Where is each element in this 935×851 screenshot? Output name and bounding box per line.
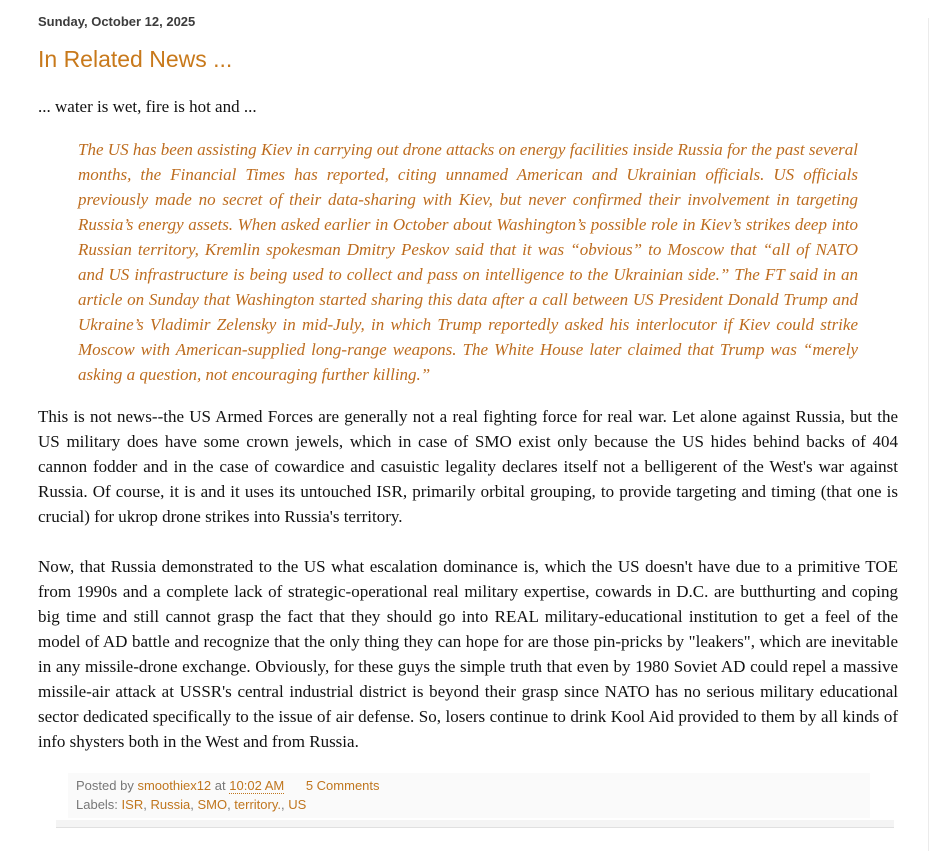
label-link[interactable]: Russia (150, 797, 191, 812)
timestamp-link[interactable]: 10:02 AM (229, 778, 285, 793)
post-meta-line (76, 776, 862, 795)
post-body (38, 94, 898, 754)
label-link[interactable]: US (288, 797, 307, 812)
post-intro-line: ... water is wet, fire is hot and ... (38, 97, 257, 116)
posted-by-label: Posted by (76, 778, 134, 793)
post-paragraph: This is not news--the US Armed Forces are generally not a real fighting force for real war. Let alone against Russia, but the US military does have some crown jewels, which in case of SMO exist only because the US hides behind backs of 404 cannon fodder and in the case of cowardice and casuistic legality declares itself not a belligerent of the West's war against Russia. Of course, it is and it uses its untouched ISR, primarily orbital grouping, to provide targeting and timing (that one is crucial) for ukrop drone strikes into Russia's territory. (38, 407, 898, 526)
post-blockquote: The US has been assisting Kiev in carrying out drone attacks on energy facilities inside Russia for the past several months, the Financial Times has reported, citing unnamed American and Ukrainian officials. US officials previously made no secret of their data-sharing with Kiev, but never confirmed their involvement in targeting Russia’s energy assets. When asked earlier in October about Washington’s possible role in Kiev’s strikes deep into Russian territory, Kremlin spokesman Dmitry Peskov said that it was “obvious” to Moscow that “all of NATO and US infrastructure is being used to collect and pass on intelligence to the Ukrainian side.” The FT said in an article on Sunday that Washington started sharing this data after a call between US President Donald Trump and Ukraine’s Vladimir Zelensky in mid-July, in which Trump reportedly asked his interlocutor if Kiev could strike Moscow with American-supplied long-range weapons. The White House later claimed that Trump was “merely asking a question, not encouraging further killing.” (78, 140, 858, 384)
label-link[interactable]: SMO (197, 797, 228, 812)
label-link[interactable]: territory. (234, 797, 282, 812)
label-separator: , (281, 797, 289, 812)
label-separator: , (190, 797, 198, 812)
post-footer (68, 773, 870, 818)
comments-link[interactable]: 5 Comments (305, 778, 380, 793)
label-separator: , (143, 797, 151, 812)
post-paragraph: Now, that Russia demonstrated to the US what escalation dominance is, which the US doesn't have due to a primitive TOE from 1990s and a complete lack of strategic-operational real military expertise, cowards in D.C. are butthurting and coping big time and still cannot grasp the fact that they should go into REAL military-educational institution to get a feel of the model of AD battle and recognize that the only thing they can hope for are those pin-pricks by "leakers", which are inevitable in any missile-drone exchange. Obviously, for these guys the simple truth that even by 1980 Soviet AD could repel a massive missile-air attack at USSR's central industrial district is beyond their grasp since NATO has no serious military educational sector dedicated specifically to the issue of air defense. So, losers continue to drink Kool Aid provided to them by all kinds of info shysters both in the West and from Russia. (38, 557, 898, 751)
post-date-header: Sunday, October 12, 2025 (38, 14, 196, 29)
label-link[interactable]: ISR (121, 797, 144, 812)
author-link[interactable]: smoothiex12 (137, 778, 212, 793)
post-bottom-divider (56, 820, 894, 828)
labels-title: Labels: (76, 797, 118, 812)
label-separator: , (227, 797, 235, 812)
sidebar-column-divider (928, 18, 929, 851)
post-labels-line (76, 795, 862, 814)
at-label: at (214, 778, 226, 793)
post-title[interactable]: In Related News ... (38, 46, 233, 72)
